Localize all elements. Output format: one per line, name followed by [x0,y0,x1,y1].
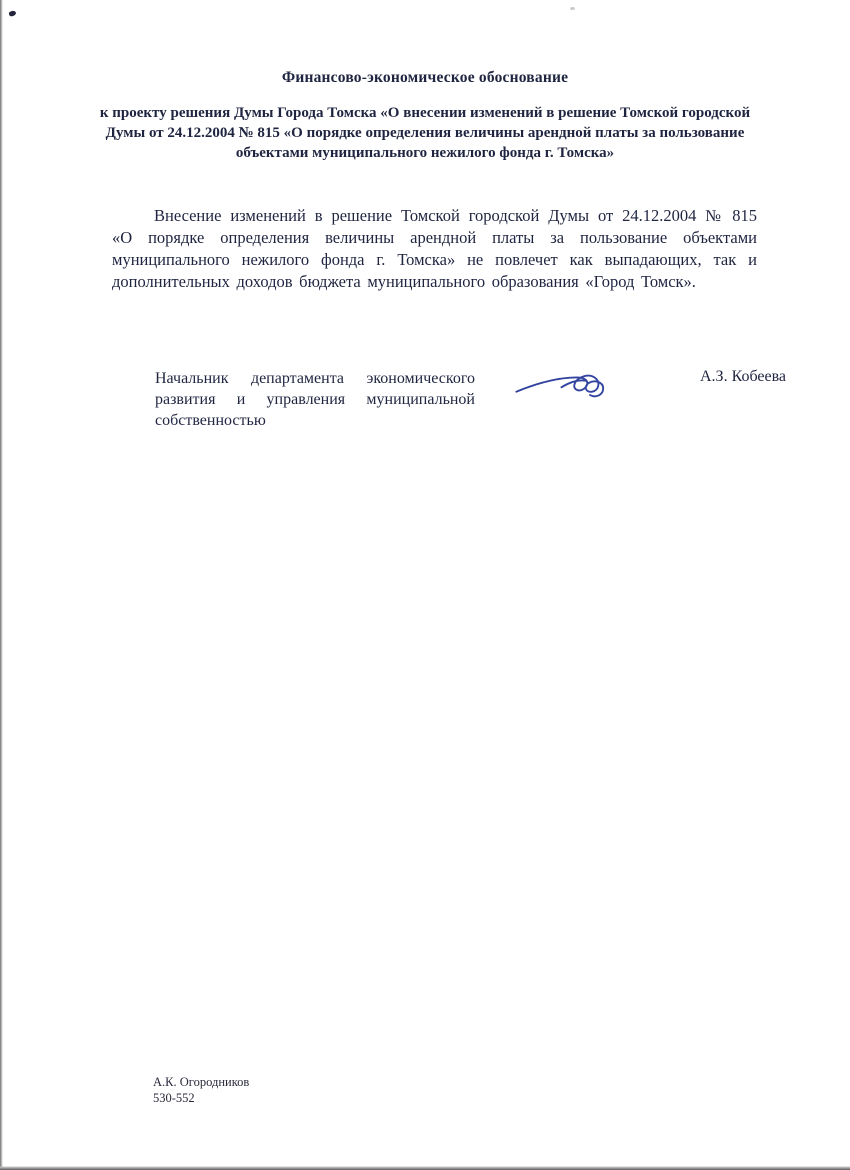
executor-phone: 530-552 [153,1091,195,1106]
scan-artifact-left-edge [0,0,3,1170]
scan-artifact-speck [570,7,575,10]
document-footer [153,1074,249,1107]
signature-stroke-icon [513,362,623,406]
executor-name: А.К. Огородников [153,1075,250,1089]
body-paragraph: Внесение изменений в решение Томской городской Думы от 24.12.2004 № 815 «О порядке определения величины арендной платы за пользование объектами муниципального нежилого фонда г. Томска» не повлечет как выпадающих, так и дополнительных доходов бюджета муниципального образования «Город Томск». [112,205,757,292]
signatory-position: Начальник департамента экономического развития и управления муниципальной собственностью [155,370,475,430]
document-subtitle: к проекту решения Думы Города Томска «О внесении изменений в решение Томской городской Думы от 24.12.2004 № 815 «О порядке определения величины арендной платы за пользование объектами муниципального нежилого фонда г. Томска» [99,105,751,161]
signatory-name: А.З. Кобеева [700,368,787,385]
signature-image [490,362,645,406]
signature-block [155,368,786,431]
scan-artifact-bottom-edge [0,1166,850,1170]
document-title: Финансово-экономическое обоснование [281,69,569,86]
